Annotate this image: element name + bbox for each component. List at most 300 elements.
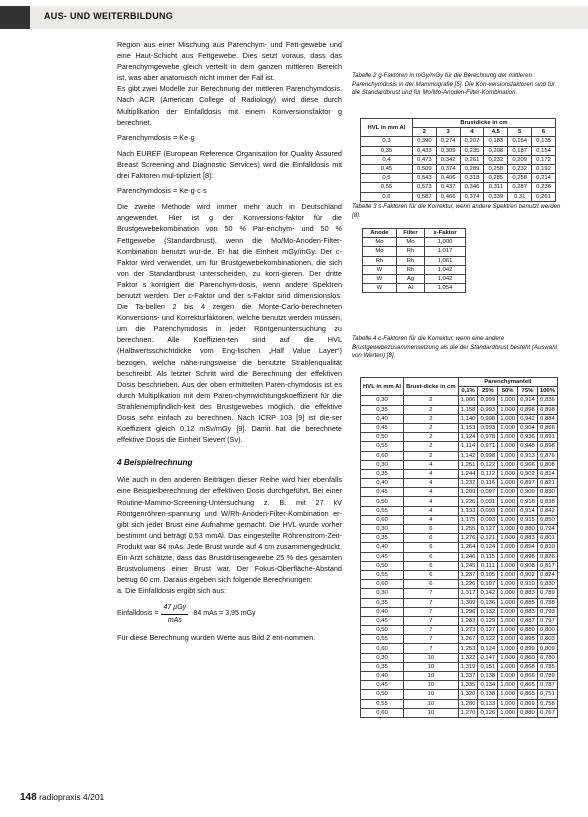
table-cell: 0,842: [537, 506, 557, 515]
table-cell: 0,30: [361, 396, 404, 405]
table-cell: 0,154: [532, 146, 556, 155]
table-cell: 7: [404, 598, 459, 607]
table-cell: 0,801: [537, 534, 557, 543]
table2-body: [361, 137, 556, 201]
table-cell: 1,000: [498, 433, 518, 442]
table-cell: 1,000: [498, 580, 518, 589]
table-cell: 0,55: [361, 506, 404, 515]
table-cell: 1,000: [498, 423, 518, 432]
table-cell: 0,107: [478, 580, 498, 589]
table-cell: 0,318: [460, 174, 484, 183]
table-cell: 0,866: [537, 423, 557, 432]
table-cell: 0,466: [436, 192, 460, 201]
table-cell: 0,55: [361, 635, 404, 644]
table-cell: 0,50: [361, 626, 404, 635]
table-cell: 0,850: [537, 515, 557, 524]
table-cell: 1,296: [458, 607, 478, 616]
table4-column-header: 100%: [537, 387, 557, 396]
table-cell: 7: [404, 589, 459, 598]
table-cell: 0,904: [518, 423, 538, 432]
table-cell: 1,280: [458, 699, 478, 708]
table-cell: 0,838: [537, 497, 557, 506]
table-cell: 0,60: [361, 515, 404, 524]
calc-denominator: mAs: [167, 616, 182, 624]
table-cell: 1,270: [458, 708, 478, 717]
table-cell: 7: [404, 635, 459, 644]
table-cell: 1,000: [498, 690, 518, 699]
table-cell: 1,124: [458, 433, 478, 442]
table-cell: 0,789: [537, 589, 557, 598]
table-cell: 1,000: [498, 460, 518, 469]
table-cell: Ag: [396, 274, 424, 283]
table-cell: 0,45: [361, 423, 404, 432]
table-row: [361, 681, 558, 690]
table-row: [363, 247, 466, 256]
table-cell: 1,142: [458, 451, 478, 460]
table-cell: 6: [404, 525, 459, 534]
table-cell: 0,948: [518, 442, 538, 451]
table-cell: 0,342: [436, 155, 460, 164]
table-cell: 1,226: [458, 580, 478, 589]
table-row: [361, 626, 558, 635]
table-cell: 1,000: [498, 479, 518, 488]
table-cell: 6: [404, 561, 459, 570]
table4-group-row: [361, 378, 558, 387]
table-cell: 0,821: [537, 479, 557, 488]
table-cell: 0,30: [361, 589, 404, 598]
table-cell: 1,000: [498, 552, 518, 561]
table3-column-header: Filter: [396, 229, 424, 238]
table-cell: 7: [404, 626, 459, 635]
paragraph: Es gibt zwei Modelle zur Berechnung der mittleren Parenchymdosis. Nach ACR (American College of Radiology) wird diese durch Multiplikation der Einfalldosis mit einem Konversionsfaktor g berechnet.: [117, 84, 342, 127]
table2-group-header: Brustdicke in cm: [412, 119, 555, 128]
paragraph: Die zweite Methode wird immer mehr auch in Deutschland angewendet. Hier ist g der Konversions-faktor für die Brustgewebekombination von 50 % Par-enchym- und 50 % Fettgewebe (Standardbrust), wenn die Mo/Mo-Anoden-Filter-Kombination benutzt wur-de. Er hat die Einheit mGy/mGy. Der c-Faktor wird verwendet, um für Brustgewebekombinationen, die sich von der Standardbrust unterscheiden, zu korri-gieren. Der dritte Faktor s korrigiert die Parenchym-dosis, wenn andere Spektren benutzt werden. Der c-Faktor und der s-Faktor sind dimensionslos. Die Ta-bellen 2 bis 4 zeigen die Monte-Carlo-berechneten Konversions- und Korrekturfaktoren, welche benutzt werden müssen, um die Parenchymdosis in jeder Röntgenuntersuchung zu berechnen. Alle Koeffizien-ten sind auf die HVL (Halbwertsschichtdicke vom Eng-lischen „Half Value Layer“) bezogen, welche nähe-rungsweise die benutzte Strahlenqualität beschreibt. Als letzter Schritt wird die Berechnung der effektiven Dosis beschrieben. Aus der oben ermittelten Paren-chymdosis ist es durch Multiplikation mit dem Paren-chymwichtungskoeffizient für die Strahlenempfindlich-keit des Brustgewebes möglich, die effektive Dosis sehr einfach zu berechnen. Nach ICRP 103 [9] ist die-ser Koeffizient gleich 0,12 mSv/mGy [9]. Damit hat die berechnete effektive Dosis die Einheit Sievert (Sv).: [117, 202, 342, 445]
calc-numerator: 47 µGy: [161, 602, 188, 614]
table4: [360, 377, 558, 718]
table-cell: 0,865: [518, 681, 538, 690]
table-cell: 0,105: [478, 570, 498, 579]
table-row: [361, 534, 558, 543]
table2-group-row: [361, 119, 556, 128]
table-cell: 0,35: [361, 534, 404, 543]
table-cell: 2: [404, 396, 459, 405]
table-cell: 0,45: [361, 164, 413, 173]
table-row: [361, 653, 558, 662]
table-cell: 0,35: [361, 662, 404, 671]
table3-body: [363, 238, 466, 293]
table-cell: 0,915: [518, 515, 538, 524]
table3: [362, 228, 466, 293]
table-row: [361, 414, 558, 423]
table-cell: 0,543: [412, 174, 436, 183]
table4-thickness-header: Brust-dicke in cm: [404, 378, 459, 396]
table-cell: 0,132: [478, 607, 498, 616]
table-cell: 0,797: [537, 616, 557, 625]
paragraph: Nach EUREF (European Reference Organisation for Quality Assured Breast Screening and Diagnostic Services) wird die Einfalldosis mit drei Faktoren mul-tipliziert [8]:: [117, 148, 342, 181]
table-cell: 0,876: [537, 451, 557, 460]
table-cell: 0,236: [532, 183, 556, 192]
table2-column-header: 5: [508, 128, 532, 137]
table-cell: 1,000: [498, 506, 518, 515]
table-cell: 0,126: [478, 708, 498, 717]
table-row: [361, 515, 558, 524]
table-cell: 0,60: [361, 451, 404, 460]
table-cell: 1,232: [458, 479, 478, 488]
table-cell: 0,898: [537, 442, 557, 451]
table-cell: 0,097: [478, 488, 498, 497]
table-cell: 0,966: [518, 460, 538, 469]
table-cell: 1,246: [458, 552, 478, 561]
table-cell: 0,830: [537, 488, 557, 497]
table-cell: 0,936: [518, 433, 538, 442]
table-row: [361, 192, 556, 201]
table-cell: 0,346: [460, 183, 484, 192]
table-cell: 0,869: [518, 699, 538, 708]
table-cell: 0,826: [537, 552, 557, 561]
table-cell: 1,000: [498, 396, 518, 405]
section-label: AUS- UND WEITERBILDUNG: [44, 11, 174, 21]
table-cell: 0,884: [537, 414, 557, 423]
table-cell: 0,339: [484, 192, 508, 201]
table-cell: 1,000: [498, 570, 518, 579]
table-cell: 0,091: [478, 497, 498, 506]
table-cell: 0,910: [518, 580, 538, 589]
paragraph: Region aus einer Mischung aus Parenchym- und Fett-gewebe und eine Haut-Schicht aus Fettgewebe. Dies setzt voraus, dass das Parenchymgewebe gleich verteilt in dem ganzen mittleren Bereich ist, was aber anatomisch nicht immer der Fall ist.: [117, 40, 342, 83]
table-cell: 0,40: [361, 607, 404, 616]
table2-column-header: 4,5: [484, 128, 508, 137]
table-cell: 0,473: [412, 155, 436, 164]
table-cell: 1,335: [458, 681, 478, 690]
table2-caption-block: [352, 72, 562, 98]
table-cell: 0,50: [361, 433, 404, 442]
table-cell: 1,317: [458, 589, 478, 598]
table-cell: 1,042: [425, 274, 466, 283]
table-cell: 4: [404, 460, 459, 469]
table-cell: 1,245: [458, 561, 478, 570]
table-cell: 0,880: [518, 708, 538, 717]
table-row: [361, 396, 558, 405]
table-cell: 10: [404, 699, 459, 708]
table-cell: 0,809: [537, 644, 557, 653]
table-row: [361, 589, 558, 598]
table-cell: 0,942: [518, 414, 538, 423]
journal-name: radiopraxis 4/201: [39, 792, 105, 802]
table2-column-header: 6: [532, 128, 556, 137]
table-cell: 10: [404, 662, 459, 671]
table-cell: 0,127: [478, 525, 498, 534]
table-cell: 0,902: [518, 469, 538, 478]
table-cell: 0,135: [532, 137, 556, 146]
table4-column-header: 50%: [498, 387, 518, 396]
table-cell: 0,207: [460, 137, 484, 146]
table-cell: 0,509: [412, 164, 436, 173]
table-row: [363, 274, 466, 283]
table2: [360, 118, 556, 202]
calc-rhs: ·84 mAs = 3,95 mGy: [191, 610, 256, 618]
table-cell: Mo: [396, 238, 424, 247]
table-cell: 0,124: [478, 543, 498, 552]
table-cell: 4: [404, 497, 459, 506]
table-cell: 0,55: [361, 442, 404, 451]
table4-caption-block: [352, 335, 562, 361]
table-cell: 0,111: [478, 561, 498, 570]
table-cell: 0,192: [532, 164, 556, 173]
table-cell: 0,287: [508, 183, 532, 192]
table-cell: 0,374: [460, 192, 484, 201]
table-cell: 1,255: [458, 525, 478, 534]
table-cell: Mo: [363, 247, 397, 256]
table-cell: 0,787: [537, 681, 557, 690]
table-cell: 1,253: [458, 644, 478, 653]
table-cell: 0,261: [532, 192, 556, 201]
table-cell: 0,880: [518, 626, 538, 635]
table-cell: 0,151: [478, 662, 498, 671]
table-cell: Rh: [396, 256, 424, 265]
section-title: 4 Beispielrechnung: [117, 458, 193, 468]
table-cell: 0,115: [478, 552, 498, 561]
table-cell: 1,267: [458, 635, 478, 644]
table-row: [361, 672, 558, 681]
table-cell: 1,140: [458, 414, 478, 423]
table-cell: 4: [404, 479, 459, 488]
table-cell: 0,993: [478, 423, 498, 432]
table-cell: 0,788: [537, 598, 557, 607]
table-cell: 1,000: [498, 543, 518, 552]
table-cell: 0,30: [361, 653, 404, 662]
table-cell: 0,40: [361, 414, 404, 423]
table-row: [361, 607, 558, 616]
table-cell: 1,000: [498, 626, 518, 635]
table-cell: 1,226: [458, 497, 478, 506]
table3-caption-block: [352, 203, 562, 220]
table4-column-header: 75%: [518, 387, 538, 396]
table-row: [361, 164, 556, 173]
table-cell: 0,898: [537, 405, 557, 414]
table-cell: 0,998: [478, 414, 498, 423]
table-cell: 1,264: [458, 543, 478, 552]
table-cell: 1,000: [498, 607, 518, 616]
header-band-accent: [0, 6, 30, 29]
table-cell: 0,918: [518, 497, 538, 506]
table-cell: 1,114: [458, 442, 478, 451]
table-row: [361, 451, 558, 460]
table-cell: 0,810: [537, 543, 557, 552]
table-cell: 1,175: [458, 515, 478, 524]
table-cell: 0,258: [508, 174, 532, 183]
table-row: [361, 423, 558, 432]
table-row: [361, 460, 558, 469]
table-cell: 0,885: [518, 598, 538, 607]
table-cell: 1,000: [498, 708, 518, 717]
table-cell: 6: [404, 552, 459, 561]
table-cell: 1,000: [498, 442, 518, 451]
table-cell: 0,138: [478, 672, 498, 681]
table-row: [363, 256, 466, 265]
table-cell: 0,3: [361, 137, 413, 146]
table-row: [361, 506, 558, 515]
table-cell: 6: [404, 580, 459, 589]
table-cell: 0,587: [412, 192, 436, 201]
table-cell: 0,814: [537, 469, 557, 478]
table-cell: 6: [404, 543, 459, 552]
table-cell: 1,000: [425, 238, 466, 247]
table-cell: 0,808: [537, 460, 557, 469]
table-cell: 0,883: [518, 607, 538, 616]
table-cell: Mo: [363, 238, 397, 247]
table-cell: 0,093: [478, 515, 498, 524]
table-cell: 0,093: [478, 506, 498, 515]
table-cell: 1,000: [498, 681, 518, 690]
table-cell: 1,061: [425, 256, 466, 265]
table-cell: 0,133: [478, 699, 498, 708]
table-row: [363, 265, 466, 274]
table-cell: 0,40: [361, 543, 404, 552]
table-row: [361, 488, 558, 497]
table-cell: 1,320: [458, 690, 478, 699]
table-cell: 0,785: [537, 662, 557, 671]
table-row: [361, 183, 556, 192]
table-cell: 0,914: [518, 506, 538, 515]
table-cell: 0,232: [508, 164, 532, 173]
table2-hvl-header: HVL in mm Al: [361, 119, 413, 137]
table-cell: 1,283: [458, 616, 478, 625]
table-cell: 2: [404, 405, 459, 414]
table-row: [361, 405, 558, 414]
table-cell: Al: [396, 284, 424, 293]
table-row: [361, 561, 558, 570]
table-cell: 0,887: [518, 616, 538, 625]
table-cell: 0,993: [478, 405, 498, 414]
table3-column-headers: [363, 229, 466, 238]
table-cell: 0,60: [361, 580, 404, 589]
table-cell: 1,193: [458, 506, 478, 515]
table-cell: 1,000: [498, 653, 518, 662]
table-cell: 0,895: [518, 635, 538, 644]
table4-hvl-header: HVL in mm Al: [361, 378, 404, 396]
table-row: [361, 552, 558, 561]
table-cell: 0,258: [484, 164, 508, 173]
table-cell: 1,000: [498, 451, 518, 460]
table-row: [361, 662, 558, 671]
table-row: [361, 644, 558, 653]
table-cell: 0,172: [532, 155, 556, 164]
table-cell: 0,751: [537, 690, 557, 699]
table-cell: 1,000: [498, 644, 518, 653]
table4-column-header: 25%: [478, 387, 498, 396]
table-cell: 0,898: [518, 552, 538, 561]
table-row: [361, 543, 558, 552]
table-cell: 1,000: [498, 598, 518, 607]
table4-caption: Tabelle 4 c-Faktoren für die Korrektur, wenn eine andere Brustgewebezusammensetzung als die der Standardbrust besteht (Auswahl von Werten) [8].: [352, 335, 557, 360]
table3-column-header: Anode: [363, 229, 397, 238]
table-cell: 0,35: [361, 405, 404, 414]
calc-lhs: Einfalldosis =: [117, 610, 159, 618]
body-text-column: [117, 39, 342, 643]
table-cell: 0,50: [361, 497, 404, 506]
table-cell: 0,45: [361, 681, 404, 690]
table-cell: 0,978: [478, 433, 498, 442]
table4-body: [361, 396, 558, 718]
table-cell: 1,054: [425, 284, 466, 293]
table-cell: 0,793: [537, 607, 557, 616]
table-cell: Rh: [396, 247, 424, 256]
table-cell: 0,894: [518, 543, 538, 552]
table-row: [361, 479, 558, 488]
table-cell: 0,311: [484, 183, 508, 192]
table-cell: 1,158: [458, 405, 478, 414]
table-cell: 0,209: [508, 155, 532, 164]
table-cell: 0,235: [460, 146, 484, 155]
table-cell: 0,60: [361, 708, 404, 717]
table-cell: 6: [404, 570, 459, 579]
table3-caption: Tabelle 3 s-Faktoren für die Korrektur, wenn andere Spektren benutzt werden [8].: [352, 203, 561, 219]
calculation: [117, 602, 342, 625]
table-cell: 0,116: [478, 479, 498, 488]
table3-column-header: s-Faktor: [425, 229, 466, 238]
table-cell: 0,183: [484, 137, 508, 146]
table-cell: 0,214: [532, 174, 556, 183]
table-cell: 1,237: [458, 570, 478, 579]
table-cell: 0,824: [537, 570, 557, 579]
table-cell: 0,55: [361, 570, 404, 579]
table-cell: 0,998: [478, 451, 498, 460]
table-cell: 10: [404, 708, 459, 717]
table-row: [361, 708, 558, 717]
table-row: [361, 580, 558, 589]
table-cell: 0,433: [412, 146, 436, 155]
table-cell: 1,000: [498, 616, 518, 625]
formula-euref: Parenchymdosis = Ke·g·c·s: [117, 186, 207, 196]
table-cell: 10: [404, 672, 459, 681]
table-cell: 0,112: [478, 469, 498, 478]
table-cell: 0,187: [508, 146, 532, 155]
page-number: 148: [20, 792, 37, 803]
table-row: [361, 699, 558, 708]
table-row: [361, 598, 558, 607]
page-footer: [20, 792, 104, 803]
table-row: [361, 146, 556, 155]
table-cell: 0,309: [436, 146, 460, 155]
table-cell: 0,897: [518, 479, 538, 488]
table-cell: 0,50: [361, 561, 404, 570]
table-cell: 0,127: [478, 626, 498, 635]
table-cell: 0,138: [478, 690, 498, 699]
table-cell: W: [363, 274, 397, 283]
table-cell: 0,40: [361, 672, 404, 681]
table-cell: 1,000: [498, 488, 518, 497]
table-cell: 10: [404, 681, 459, 690]
table-cell: 0,122: [478, 460, 498, 469]
paragraph: Für diese Berechnung wurden Werte aus Bild 2 ent-nommen.: [117, 632, 316, 642]
table-cell: 0,55: [361, 699, 404, 708]
table-cell: 4: [404, 515, 459, 524]
table-row: [361, 174, 556, 183]
table-cell: 0,891: [537, 433, 557, 442]
table-cell: 0,60: [361, 644, 404, 653]
table2-column-header: 3: [436, 128, 460, 137]
table-cell: 0,40: [361, 479, 404, 488]
table-cell: 7: [404, 607, 459, 616]
table-cell: 0,908: [518, 561, 538, 570]
table-cell: 0,865: [518, 690, 538, 699]
table-cell: 1,153: [458, 423, 478, 432]
table-cell: 0,147: [478, 653, 498, 662]
table-cell: 0,124: [478, 644, 498, 653]
table-cell: 0,868: [518, 662, 538, 671]
table-cell: 0,136: [478, 598, 498, 607]
table-cell: 0,45: [361, 552, 404, 561]
table-cell: 0,35: [361, 598, 404, 607]
